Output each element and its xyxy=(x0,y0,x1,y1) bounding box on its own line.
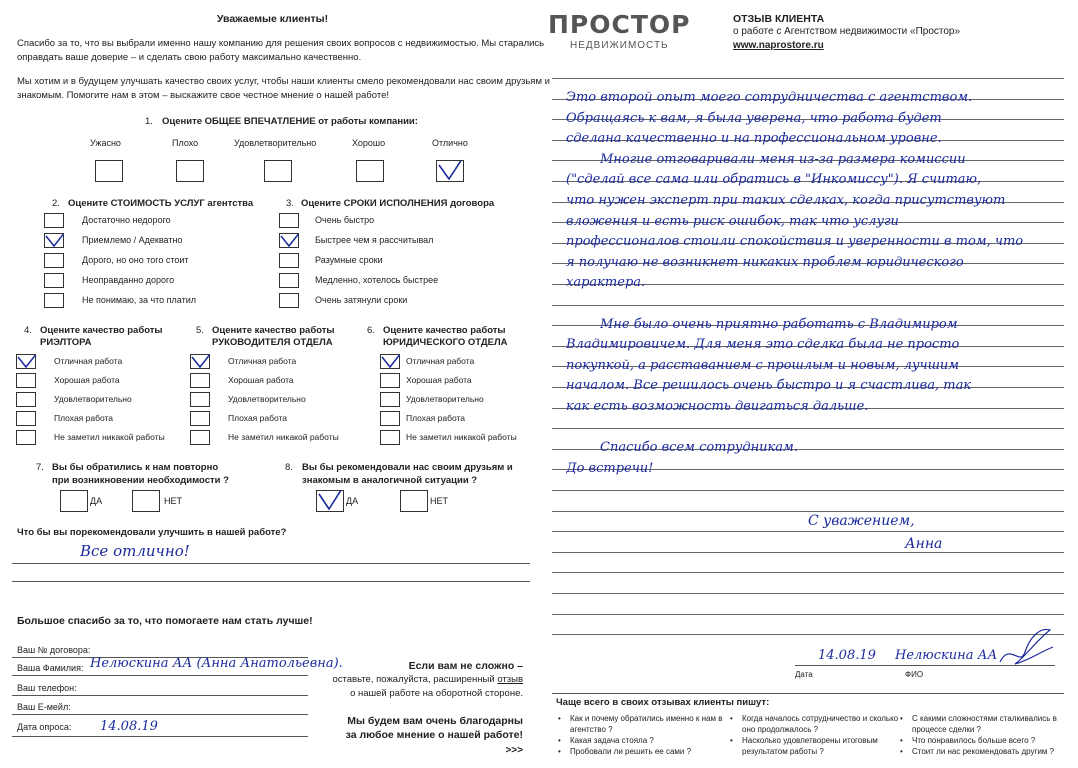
ruled-line xyxy=(552,490,1064,491)
ruled-line xyxy=(552,511,1064,512)
regards-text: С уважением, xyxy=(808,513,915,529)
q4-checkbox-3[interactable] xyxy=(16,392,36,407)
q4-opt-4: Плохая работа xyxy=(54,413,114,423)
q2-checkbox-4[interactable] xyxy=(44,273,64,288)
often-col1-bullet-3: • xyxy=(558,747,561,756)
q7-yes-label: ДА xyxy=(90,496,103,506)
review-line: До встречи! xyxy=(566,461,654,476)
often-col2-bullet-1: • xyxy=(730,714,733,723)
q7-subtitle: при возникновении необходимости ? xyxy=(52,475,229,486)
often-col2-1: Когда началось сотрудничество и сколько xyxy=(742,714,899,723)
q5-subtitle: РУКОВОДИТЕЛЯ ОТДЕЛА xyxy=(212,337,333,348)
q4-checkbox-4[interactable] xyxy=(16,411,36,426)
q5-opt-5: Не заметил никакой работы xyxy=(228,432,339,442)
q3-checkbox-4[interactable] xyxy=(279,273,299,288)
date-fio-line xyxy=(795,665,1055,666)
check-mark-icon xyxy=(17,355,37,369)
q1-number: 1. xyxy=(145,116,153,127)
review-subheading: о работе с Агентством недвижимости «Простор» xyxy=(733,26,961,37)
q7-number: 7. xyxy=(36,462,44,473)
logo-main-text: ПРОСТОР xyxy=(548,10,691,39)
q3-checkbox-3[interactable] xyxy=(279,253,299,268)
often-title: Чаще всего в своих отзывах клиенты пишут: xyxy=(556,697,770,708)
often-col1-bullet-2: • xyxy=(558,736,561,745)
q3-opt-4: Медленно, хотелось быстрее xyxy=(315,275,439,285)
side-line-3: о нашей работе на оборотной стороне. xyxy=(350,688,523,699)
q8-title: Вы бы рекомендовали нас своим друзьям и xyxy=(302,462,513,473)
q1-checkbox-5[interactable] xyxy=(436,160,464,182)
q4-subtitle: РИЭЛТОРА xyxy=(40,337,92,348)
often-col2-4: результатом работы ? xyxy=(742,747,824,756)
q2-checkbox-1[interactable] xyxy=(44,213,64,228)
review-line: покупкой, а расставанием с прошлым и новым, лучшим xyxy=(566,358,960,373)
logo-sub-text: НЕДВИЖИМОСТЬ xyxy=(570,40,669,51)
ruled-line xyxy=(552,305,1064,306)
q5-number: 5. xyxy=(196,325,204,336)
q2-opt-5: Не понимаю, за что платил xyxy=(82,295,197,305)
q3-opt-5: Очень затянули сроки xyxy=(315,295,408,305)
review-line: Многие отговаривали меня из-за размера комиссии xyxy=(600,152,966,167)
q4-opt-5: Не заметил никакой работы xyxy=(54,432,165,442)
ruled-line xyxy=(552,572,1064,573)
ruled-line xyxy=(552,552,1064,553)
q6-opt-4: Плохая работа xyxy=(406,413,466,423)
date-label: Дата опроса: xyxy=(17,722,72,732)
q4-number: 4. xyxy=(24,325,32,336)
q4-opt-2: Хорошая работа xyxy=(54,375,120,385)
q5-title: Оцените качество работы xyxy=(212,325,335,336)
often-col3-bullet-3: • xyxy=(900,747,903,756)
side-line-1: Если вам не сложно – xyxy=(408,660,523,672)
intro-line-2b: знакомым. Помогите нам в этом – выскажите свое честное мнение о нашей работе! xyxy=(17,90,389,101)
q4-checkbox-1[interactable] xyxy=(16,354,36,369)
q7-yes-checkbox[interactable] xyxy=(60,490,88,512)
review-line: что нужен эксперт при таких сделках, когда присутствуют xyxy=(566,193,1006,208)
q4-title: Оцените качество работы xyxy=(40,325,163,336)
q6-opt-2: Хорошая работа xyxy=(406,375,472,385)
often-col1-bullet-1: • xyxy=(558,714,561,723)
ruled-line xyxy=(552,634,1064,635)
q6-opt-5: Не заметил никакой работы xyxy=(406,432,517,442)
surname-line xyxy=(12,675,308,676)
review-line: профессионалов стоили спокойствия и уверенности в том, что xyxy=(566,234,1024,249)
improve-question: Что бы вы порекомендовали улучшить в нашей работе? xyxy=(17,527,287,538)
q2-opt-1: Достаточно недорого xyxy=(82,215,171,225)
review-line: вложения и есть риск ошибок, так что услуги xyxy=(566,214,899,229)
improve-line-1 xyxy=(12,563,530,564)
q6-checkbox-2[interactable] xyxy=(380,373,400,388)
surname-value[interactable]: Нелюскина АА (Анна Анатольевна). xyxy=(90,656,343,671)
right-date-value[interactable]: 14.08.19 xyxy=(818,648,876,663)
review-link[interactable]: отзыв xyxy=(497,674,523,685)
intro-line-2: Мы хотим и в будущем улучшать качество своих услуг, чтобы наши клиенты смело рекомендовали нас своим друзьям и xyxy=(17,76,550,87)
q6-title: Оцените качество работы xyxy=(383,325,506,336)
q5-checkbox-2[interactable] xyxy=(190,373,210,388)
often-col1-3: Какая задача стояла ? xyxy=(570,736,654,745)
side-line-2-text: оставьте, пожалуйста, расширенный xyxy=(332,674,495,685)
q4-opt-1: Отличная работа xyxy=(54,356,123,366)
often-col2-3: Насколько удовлетворены итоговым xyxy=(742,736,878,745)
right-date-label: Дата xyxy=(795,670,813,679)
ruled-line xyxy=(552,78,1064,79)
q2-title: Оцените СТОИМОСТЬ УСЛУГ агентства xyxy=(68,198,254,209)
review-line: Обращаясь к вам, я была уверена, что работа будет xyxy=(566,111,942,126)
ruled-line xyxy=(552,593,1064,594)
q3-checkbox-2[interactable] xyxy=(279,233,299,248)
q2-opt-2: Приемлемо / Адекватно xyxy=(82,235,183,245)
q6-opt-3: Удовлетворительно xyxy=(406,394,484,404)
q1-checkbox-4[interactable] xyxy=(356,160,384,182)
often-col3-bullet-2: • xyxy=(900,736,903,745)
review-line: Владимировичем. Для меня это сделка была не просто xyxy=(566,337,960,352)
date-value[interactable]: 14.08.19 xyxy=(100,719,158,734)
q6-checkbox-1[interactable] xyxy=(380,354,400,369)
side-line-5: за любое мнение о нашей работе! xyxy=(345,729,523,741)
q2-number: 2. xyxy=(52,198,60,209)
improve-answer[interactable]: Все отлично! xyxy=(80,542,190,560)
check-mark-icon xyxy=(317,491,343,511)
q1-checkbox-1[interactable] xyxy=(95,160,123,182)
q5-checkbox-5[interactable] xyxy=(190,430,210,445)
q4-checkbox-5[interactable] xyxy=(16,430,36,445)
improve-line-2 xyxy=(12,581,530,582)
q8-no-label: НЕТ xyxy=(430,496,448,506)
q6-opt-1: Отличная работа xyxy=(406,356,475,366)
q1-opt-label-1: Ужасно xyxy=(90,138,121,148)
q1-opt-label-4: Хорошо xyxy=(352,138,386,148)
left-title: Уважаемые клиенты! xyxy=(216,13,329,25)
q8-subtitle: знакомым в аналогичной ситуации ? xyxy=(302,475,478,486)
q5-checkbox-3[interactable] xyxy=(190,392,210,407)
phone-label: Ваш телефон: xyxy=(17,683,77,693)
q8-no-checkbox[interactable] xyxy=(400,490,428,512)
review-line: Это второй опыт моего сотрудничества с агентством. xyxy=(566,90,973,105)
often-col3-2: процессе сделки ? xyxy=(912,725,982,734)
intro-line-1: Спасибо за то, что вы выбрали именно нашу компанию для решения своих вопросов с недвижимостью. Мы старались xyxy=(17,38,545,49)
q1-opt-label-2: Плохо xyxy=(172,138,199,148)
right-fio-value[interactable]: Нелюскина АА xyxy=(895,648,998,663)
phone-line xyxy=(12,695,308,696)
email-label: Ваш E-мейл: xyxy=(17,702,71,712)
surname-label: Ваша Фамилия: xyxy=(17,663,84,673)
often-col3-4: Стоит ли нас рекомендовать другим ? xyxy=(912,747,1055,756)
often-col1-1: Как и почему обратились именно к нам в xyxy=(570,714,723,723)
review-line: Мне было очень приятно работать с Владимиром xyxy=(600,317,958,332)
date-line xyxy=(12,736,308,737)
often-col1-4: Пробовали ли решить ее сами ? xyxy=(570,747,692,756)
email-line xyxy=(12,714,308,715)
signature-name: Анна xyxy=(905,536,943,552)
q8-yes-label: ДА xyxy=(346,496,359,506)
check-mark-icon xyxy=(381,355,401,369)
q6-checkbox-5[interactable] xyxy=(380,430,400,445)
q4-opt-3: Удовлетворительно xyxy=(54,394,132,404)
often-col1-2: агентство ? xyxy=(570,725,613,734)
ruled-line xyxy=(552,531,1064,532)
q3-title: Оцените СРОКИ ИСПОЛНЕНИЯ договора xyxy=(301,198,495,209)
check-mark-icon xyxy=(45,234,65,248)
review-heading: ОТЗЫВ КЛИЕНТА xyxy=(733,13,825,25)
q5-checkbox-1[interactable] xyxy=(190,354,210,369)
q3-opt-2: Быстрее чем я рассчитывал xyxy=(315,235,434,245)
q1-opt-label-3: Удовлетворительно xyxy=(234,138,317,148)
side-line-2 xyxy=(333,674,524,685)
right-fio-label: ФИО xyxy=(905,670,924,679)
website-link[interactable]: www.naprostore.ru xyxy=(733,40,824,51)
q5-opt-1: Отличная работа xyxy=(228,356,297,366)
q6-subtitle: ЮРИДИЧЕСКОГО ОТДЕЛА xyxy=(383,337,508,348)
q3-opt-1: Очень быстро xyxy=(315,215,375,225)
often-col3-1: С какими сложностями сталкивались в xyxy=(912,714,1057,723)
company-logo xyxy=(548,10,698,54)
q8-yes-checkbox[interactable] xyxy=(316,490,344,512)
q5-opt-4: Плохая работа xyxy=(228,413,288,423)
check-mark-icon xyxy=(280,234,300,248)
ruled-line xyxy=(552,614,1064,615)
q4-checkbox-2[interactable] xyxy=(16,373,36,388)
often-col3-bullet-1: • xyxy=(900,714,903,723)
q3-checkbox-1[interactable] xyxy=(279,213,299,228)
often-divider xyxy=(552,693,1064,694)
q5-opt-2: Хорошая работа xyxy=(228,375,294,385)
q8-number: 8. xyxy=(285,462,293,473)
q6-checkbox-3[interactable] xyxy=(380,392,400,407)
q6-number: 6. xyxy=(367,325,375,336)
intro-line-1b: оправдать ваше доверие – и сделать свою работу максимально качественно. xyxy=(17,52,362,63)
check-mark-icon xyxy=(191,355,211,369)
often-col2-2: оно продолжалось ? xyxy=(742,725,819,734)
review-line: характера. xyxy=(566,275,646,290)
q5-checkbox-4[interactable] xyxy=(190,411,210,426)
q7-no-checkbox[interactable] xyxy=(132,490,160,512)
q3-checkbox-5[interactable] xyxy=(279,293,299,308)
q7-no-label: НЕТ xyxy=(164,496,182,506)
review-line: ("сделай все сама или обратись в "Инкомиссу"). Я считаю, xyxy=(566,172,982,187)
q1-opt-label-5: Отлично xyxy=(432,138,468,148)
review-line: как есть возможность двигаться дальше. xyxy=(566,399,869,414)
often-col3-3: Что понравилось больше всего ? xyxy=(912,736,1036,745)
q2-opt-3: Дорого, но оно того стоит xyxy=(82,255,189,265)
contract-label: Ваш № договора: xyxy=(17,645,91,655)
q6-checkbox-4[interactable] xyxy=(380,411,400,426)
q1-checkbox-3[interactable] xyxy=(264,160,292,182)
q5-opt-3: Удовлетворительно xyxy=(228,394,306,404)
often-col2-bullet-2: • xyxy=(730,736,733,745)
q7-title: Вы бы обратились к нам повторно xyxy=(52,462,219,473)
q2-checkbox-2[interactable] xyxy=(44,233,64,248)
review-line: я получаю не возникнет никаких проблем юридического xyxy=(566,255,964,270)
review-line: сделана качественно и на профессиональном уровне. xyxy=(566,131,942,146)
thanks-text: Большое спасибо за то, что помогаете нам стать лучше! xyxy=(17,615,313,627)
q1-checkbox-2[interactable] xyxy=(176,160,204,182)
q3-opt-3: Разумные сроки xyxy=(315,255,383,265)
ruled-line xyxy=(552,428,1064,429)
q3-number: 3. xyxy=(286,198,294,209)
check-mark-icon xyxy=(437,161,463,181)
next-arrows[interactable]: >>> xyxy=(505,745,523,756)
q2-checkbox-3[interactable] xyxy=(44,253,64,268)
review-line: Спасибо всем сотрудникам. xyxy=(600,440,798,455)
q2-opt-4: Неоправданно дорого xyxy=(82,275,175,285)
review-line: началом. Все решилось очень быстро и я счастлива, так xyxy=(566,378,972,393)
q2-checkbox-5[interactable] xyxy=(44,293,64,308)
side-line-4: Мы будем вам очень благодарны xyxy=(347,715,523,727)
q1-title: Оцените ОБЩЕЕ ВПЕЧАТЛЕНИЕ от работы компании: xyxy=(162,116,418,127)
